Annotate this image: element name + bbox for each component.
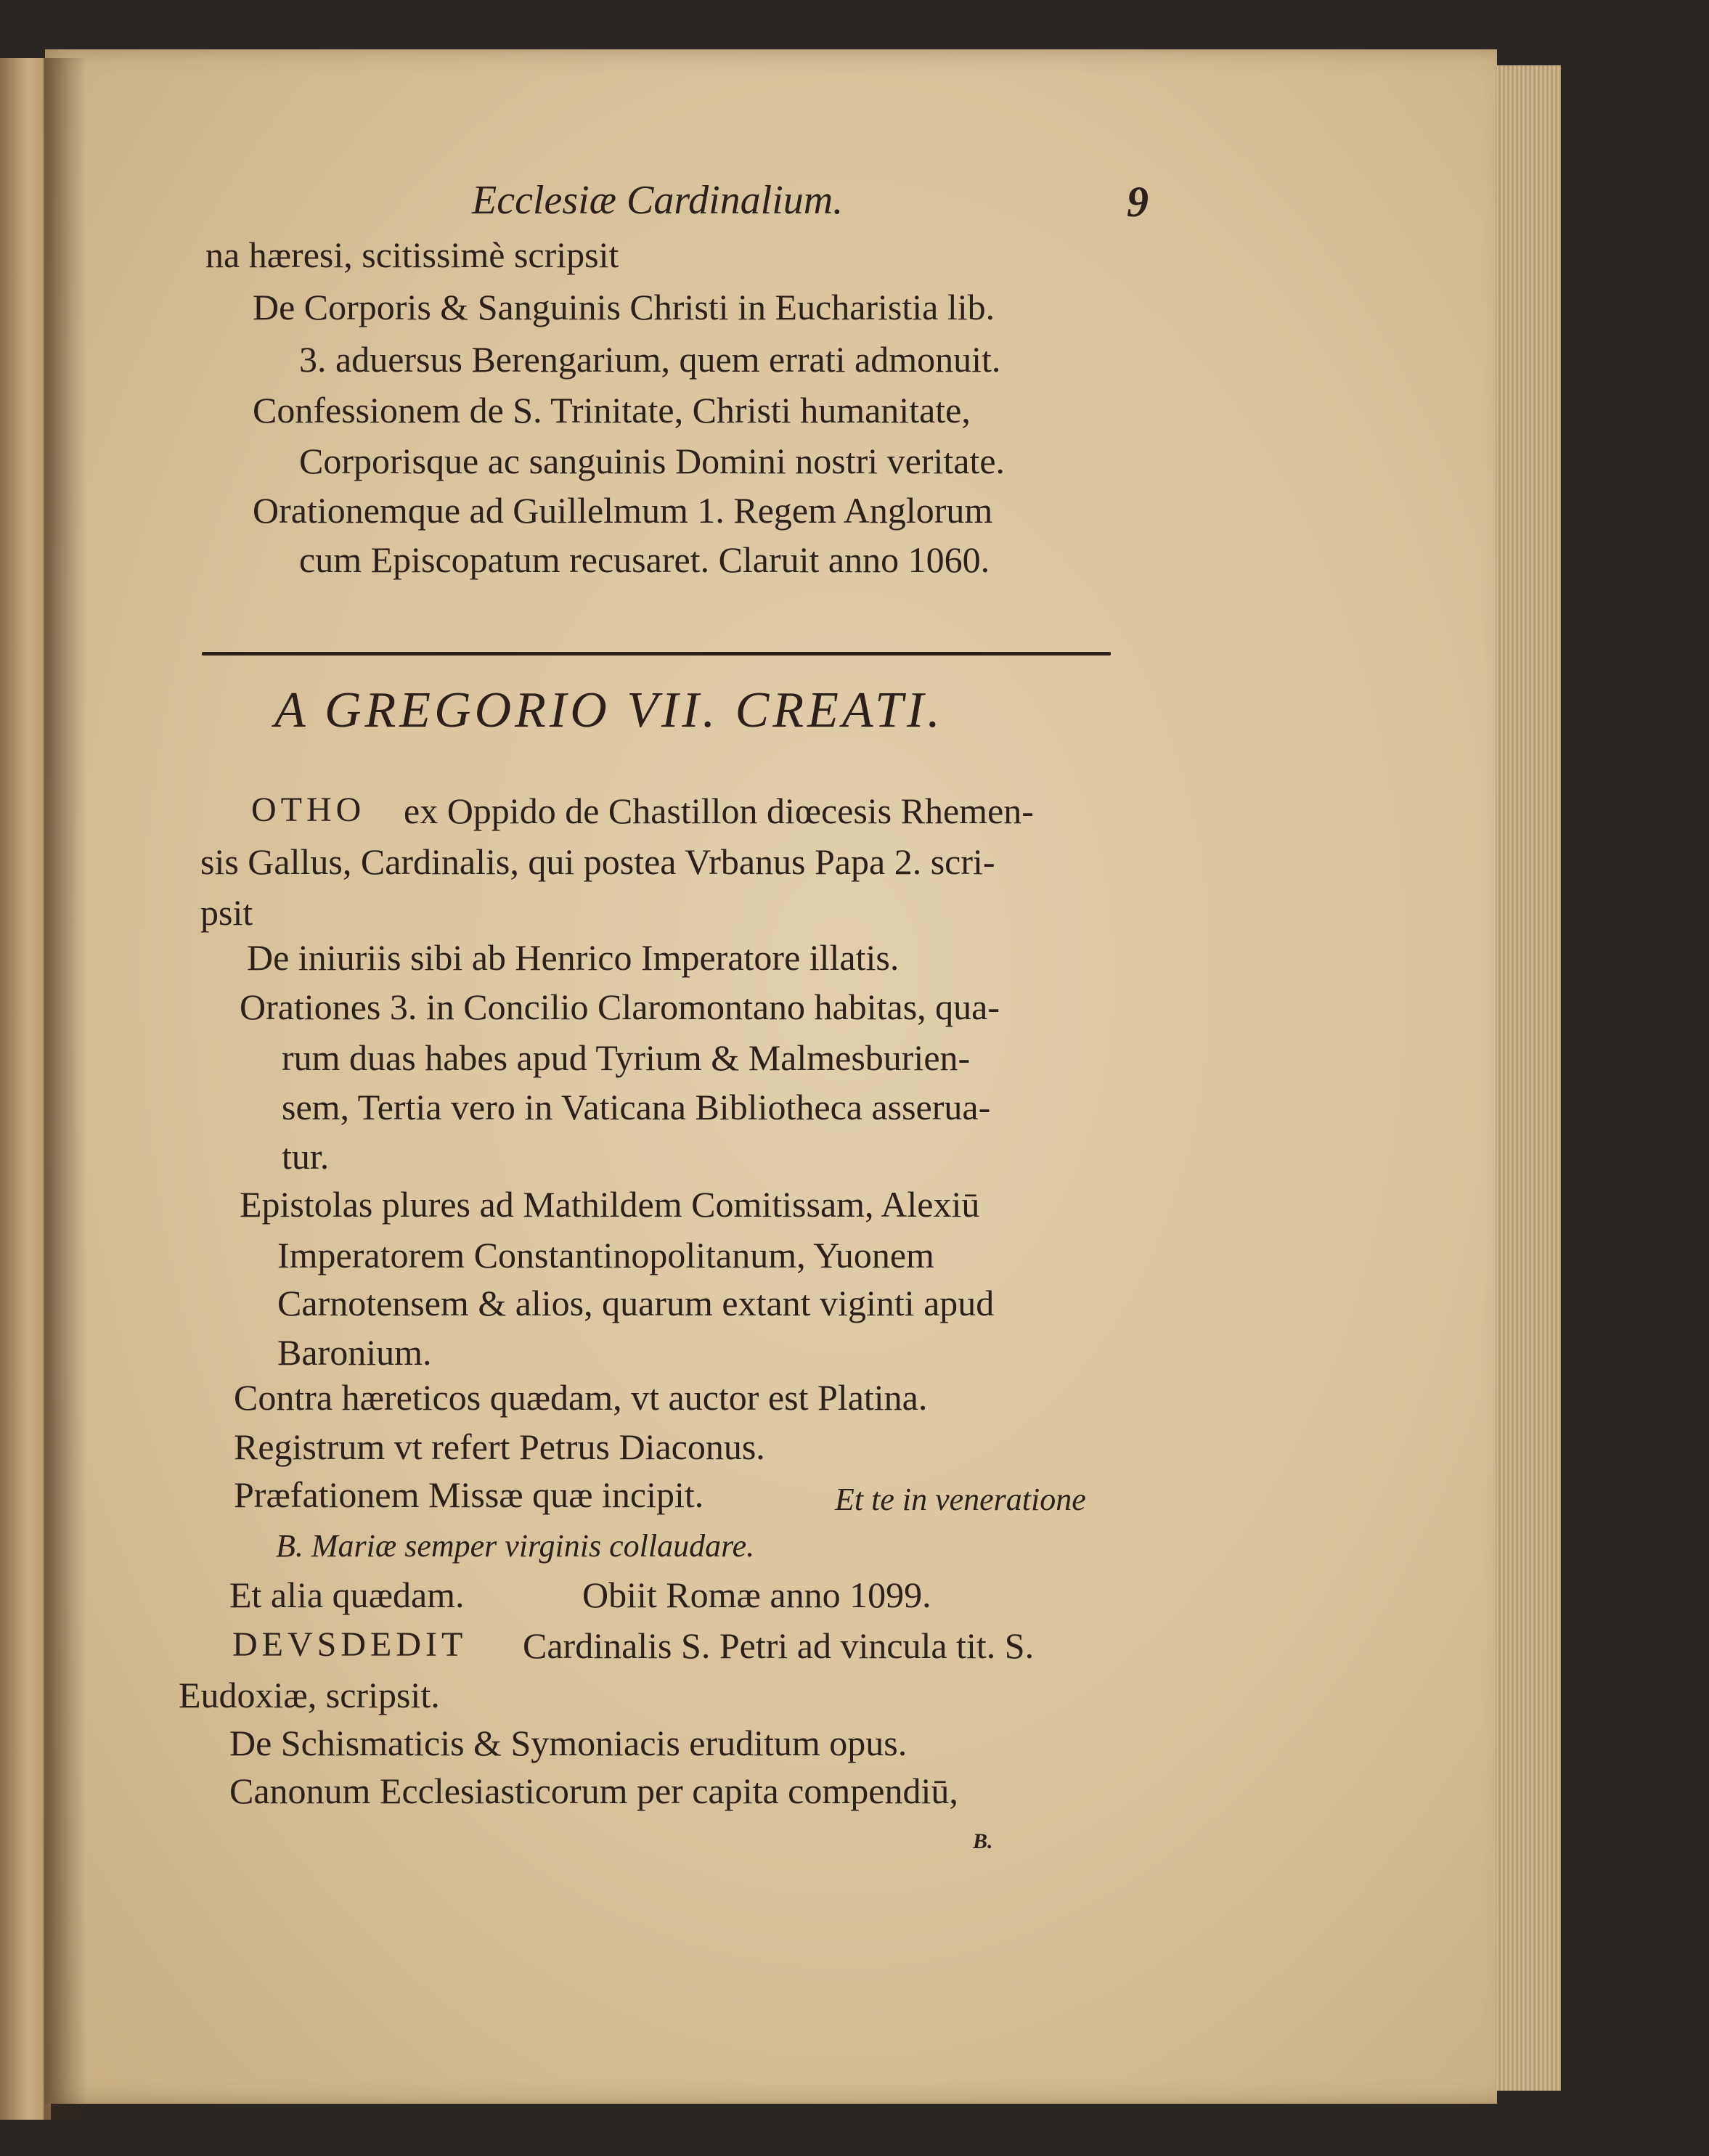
- otho-line: Baronium.: [277, 1332, 432, 1373]
- otho-line: Carnotensem & alios, quarum extant viginti apud: [277, 1283, 995, 1323]
- otho-line: Contra hæreticos quædam, vt auctor est Platina.: [234, 1377, 928, 1418]
- page-block-edges: [1496, 65, 1561, 2091]
- otho-line: ex Oppido de Chastillon diœcesis Rhemen-: [404, 791, 1034, 831]
- otho-line: Præfationem Missæ quæ incipit.: [234, 1474, 704, 1515]
- otho-line: Epistolas plures ad Mathildem Comitissam, Alexiū: [240, 1184, 980, 1225]
- page-number: 9: [1127, 178, 1149, 226]
- otho-line: Registrum vt refert Petrus Diaconus.: [234, 1426, 765, 1467]
- otho-line: psit: [200, 892, 253, 933]
- otho-line: Orationes 3. in Concilio Claromontano habitas, qua-: [240, 987, 1000, 1027]
- intro-line: Orationemque ad Guillelmum 1. Regem Anglorum: [253, 490, 993, 531]
- intro-line: De Corporis & Sanguinis Christi in Eucharistia lib.: [253, 287, 995, 327]
- otho-line: De iniuriis sibi ab Henrico Imperatore illatis.: [247, 937, 900, 978]
- intro-line: 3. aduersus Berengarium, quem errati admonuit.: [299, 339, 1001, 380]
- running-title: Ecclesiæ Cardinalium.: [472, 178, 844, 223]
- intro-line: Confessionem de S. Trinitate, Christi humanitate,: [253, 390, 971, 430]
- otho-line: Imperatorem Constantinopolitanum, Yuonem: [277, 1235, 934, 1275]
- deusdedit-line: De Schismaticis & Symoniacis eruditum opus.: [229, 1723, 907, 1763]
- intro-line: cum Episcopatum recusaret. Claruit anno 1060.: [299, 539, 990, 580]
- deusdedit-line: Canonum Ecclesiasticorum per capita compendiū,: [229, 1771, 958, 1811]
- spine-shadow: [44, 58, 87, 2120]
- section-rule: [202, 652, 1111, 656]
- otho-line: tur.: [282, 1136, 330, 1177]
- author-name-deusdedit: DEVSDEDIT: [232, 1625, 468, 1664]
- deusdedit-line: Eudoxiæ, scripsit.: [179, 1675, 440, 1715]
- otho-line: sis Gallus, Cardinalis, qui postea Vrbanus Papa 2. scri-: [200, 841, 995, 882]
- otho-line: rum duas habes apud Tyrium & Malmesburien-: [282, 1037, 971, 1078]
- intro-line: Corporisque ac sanguinis Domini nostri veritate.: [299, 441, 1006, 481]
- otho-quote: B. Mariæ semper virginis collaudare.: [276, 1528, 755, 1564]
- otho-line: sem, Tertia vero in Vaticana Bibliotheca asserua-: [282, 1087, 991, 1127]
- author-name-otho: OTHO: [251, 791, 366, 829]
- signature-mark: B.: [973, 1829, 993, 1853]
- otho-line: Et alia quædam.: [229, 1575, 465, 1615]
- otho-quote: Et te in veneratione: [835, 1482, 1086, 1517]
- deusdedit-line: Cardinalis S. Petri ad vincula tit. S.: [523, 1625, 1035, 1666]
- intro-line: na hæresi, scitissimè scripsit: [205, 234, 619, 275]
- section-heading: A GREGORIO VII. CREATI.: [274, 682, 944, 738]
- otho-line: Obiit Romæ anno 1099.: [582, 1575, 931, 1615]
